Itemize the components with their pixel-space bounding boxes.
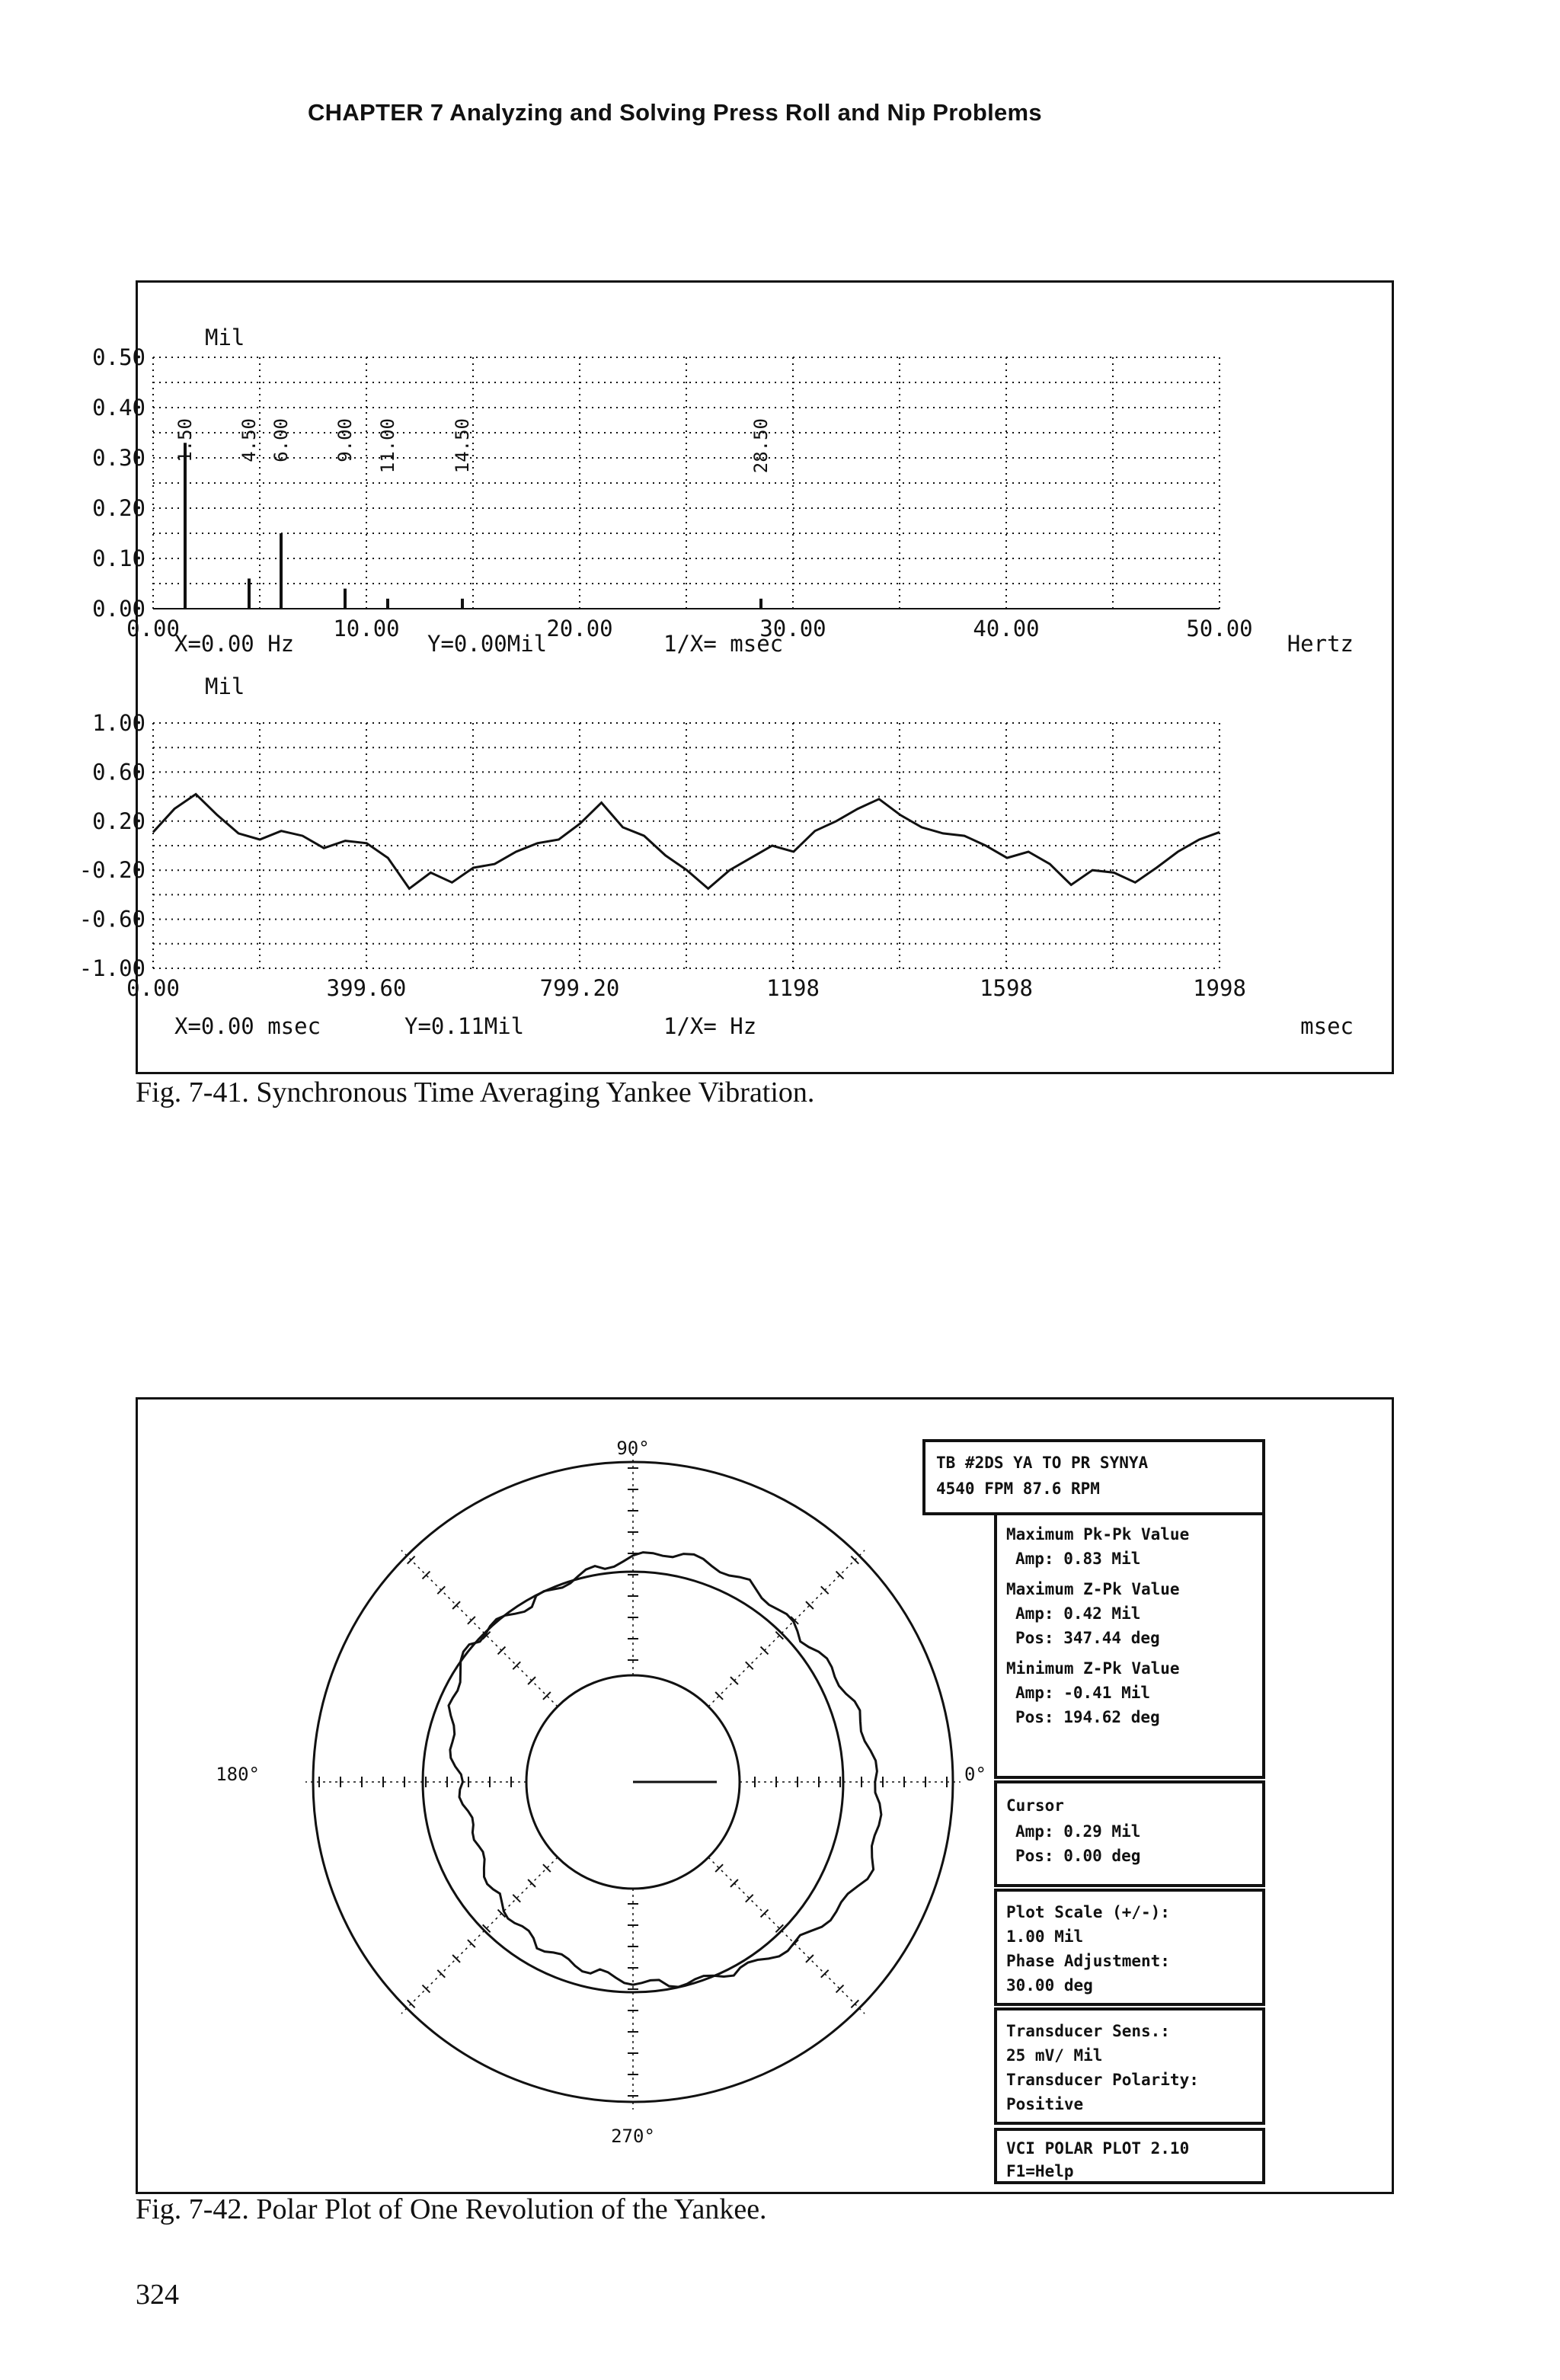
cursor-amp: Amp: 0.29 Mil: [1015, 1822, 1141, 1841]
spectrum-grid: [153, 357, 1220, 609]
spoke-tick: [408, 1556, 415, 1564]
figure-7-41-caption: Fig. 7-41. Synchronous Time Averaging Yankee Vibration.: [136, 1076, 815, 1108]
cursor-pos: Pos: 0.00 deg: [1015, 1847, 1141, 1865]
stats-line: Pos: 194.62 deg: [1015, 1708, 1160, 1726]
help-hint: F1=Help: [1006, 2162, 1074, 2180]
x-tick-label: 1198: [766, 975, 820, 1001]
stats-line: Pos: 347.44 deg: [1015, 1629, 1160, 1647]
peak-label: 11.00: [377, 418, 398, 474]
y-tick-label: 0.20: [92, 808, 145, 834]
stats-line: Maximum Z-Pk Value: [1006, 1580, 1180, 1598]
spoke-tick: [468, 1617, 475, 1624]
waveform-recip: 1/X= Hz: [663, 1013, 757, 1039]
y-tick-label: 0.20: [92, 495, 145, 521]
x-tick-label: 1598: [980, 975, 1033, 1001]
polar-spoke: [401, 1857, 558, 2014]
stats-line: Amp: 0.83 Mil: [1015, 1550, 1141, 1568]
y-tick-label: -1.00: [78, 955, 145, 981]
y-tick-label: 0.60: [92, 759, 145, 785]
polar-spoke: [708, 1550, 865, 1707]
transducer-line: Positive: [1006, 2095, 1084, 2113]
spectrum-cursor-x: X=0.00 Hz: [174, 631, 295, 657]
waveform-y-unit: Mil: [205, 673, 245, 699]
figure-7-41-frame: [78, 280, 1394, 1074]
waveform-x-unit: msec: [1300, 1013, 1354, 1039]
spoke-tick: [408, 2000, 415, 2007]
spoke-tick: [730, 1677, 738, 1684]
angle-label-180: 180°: [216, 1764, 260, 1785]
stats-line: Amp: -0.41 Mil: [1015, 1684, 1151, 1702]
cursor-title: Cursor: [1006, 1796, 1064, 1815]
waveform-cursor-y: Y=0.11Mil: [404, 1013, 525, 1039]
program-name: VCI POLAR PLOT 2.10: [1006, 2139, 1190, 2158]
x-tick-label: 0.00: [126, 616, 180, 641]
transducer-line: 25 mV/ Mil: [1006, 2046, 1103, 2065]
spectrum-y-unit: Mil: [205, 325, 245, 350]
x-tick-label: 10.00: [333, 616, 400, 641]
spectrum-recip: 1/X= msec: [663, 631, 784, 657]
spoke-tick: [851, 2000, 858, 2007]
spoke-tick: [498, 1647, 506, 1655]
spoke-tick: [851, 1556, 858, 1564]
peak-label: 1.50: [174, 418, 196, 462]
title-line-1: TB #2DS YA TO PR SYNYA: [936, 1454, 1149, 1472]
spectrum-peaks: [174, 418, 772, 609]
transducer-line: Transducer Polarity:: [1006, 2071, 1199, 2089]
title-box: [924, 1441, 1264, 1514]
spoke-tick: [528, 1879, 535, 1887]
x-tick-label: 50.00: [1186, 616, 1253, 641]
stats-line: Maximum Pk-Pk Value: [1006, 1525, 1190, 1543]
running-head: CHAPTER 7 Analyzing and Solving Press Roll and Nip Problems: [308, 99, 1042, 126]
peak-label: 9.00: [334, 418, 356, 462]
peak-label: 28.50: [750, 418, 772, 474]
page-number: 324: [136, 2279, 179, 2311]
y-tick-label: 0.30: [92, 445, 145, 471]
stats-line: Minimum Z-Pk Value: [1006, 1659, 1180, 1678]
scale-line: 1.00 Mil: [1006, 1927, 1084, 1946]
spoke-tick: [730, 1879, 738, 1887]
figure-7-41-svg: [78, 283, 1392, 1072]
waveform-grid: [153, 723, 1220, 968]
waveform-labels: [79, 710, 1246, 1001]
y-tick-label: 0.50: [92, 344, 145, 370]
angle-label-270: 270°: [611, 2126, 655, 2147]
spoke-tick: [437, 1586, 445, 1594]
spoke-tick: [437, 1970, 445, 1978]
y-tick-label: 0.40: [92, 395, 145, 421]
figure-7-42-frame: [136, 1397, 1394, 2194]
x-tick-label: 1998: [1193, 975, 1246, 1001]
title-line-2: 4540 FPM 87.6 RPM: [936, 1480, 1100, 1498]
y-tick-label: -0.20: [78, 857, 145, 884]
x-tick-label: 399.60: [326, 975, 407, 1001]
angle-label-90: 90°: [616, 1438, 650, 1459]
x-tick-label: 799.20: [539, 975, 620, 1001]
y-tick-label: 0.00: [92, 596, 145, 622]
peak-label: 6.00: [270, 418, 292, 462]
spectrum-cursor-y: Y=0.00Mil: [427, 631, 548, 657]
x-tick-label: 0.00: [126, 975, 180, 1001]
scale-line: Plot Scale (+/-):: [1006, 1903, 1170, 1921]
spoke-tick: [761, 1647, 769, 1655]
y-tick-label: -0.60: [78, 906, 145, 932]
figure-7-42-caption: Fig. 7-42. Polar Plot of One Revolution of the Yankee.: [136, 2193, 767, 2225]
spoke-tick: [821, 1586, 829, 1594]
polar-trace: [449, 1553, 881, 1987]
scale-line: 30.00 deg: [1006, 1976, 1093, 1995]
spoke-tick: [528, 1677, 535, 1684]
spectrum-x-unit: Hertz: [1287, 631, 1354, 657]
stats-line: Amp: 0.42 Mil: [1015, 1604, 1141, 1623]
spoke-tick: [761, 1910, 769, 1918]
y-tick-label: 0.10: [92, 545, 145, 571]
y-tick-label: 1.00: [92, 710, 145, 736]
stats-lines: [1006, 1525, 1189, 1726]
spectrum-labels: [92, 344, 1253, 641]
x-tick-label: 40.00: [973, 616, 1040, 641]
peak-label: 14.50: [452, 418, 473, 474]
peak-label: 4.50: [238, 418, 260, 462]
polar-grid: [305, 1454, 961, 2110]
scale-line: Phase Adjustment:: [1006, 1952, 1170, 1970]
angle-label-0: 0°: [964, 1764, 986, 1785]
polar-spoke: [401, 1550, 558, 1707]
figure-7-42-svg: [138, 1400, 1392, 2192]
x-tick-label: 20.00: [546, 616, 613, 641]
transducer-line: Transducer Sens.:: [1006, 2022, 1170, 2040]
spoke-tick: [821, 1970, 829, 1978]
x-tick-label: 30.00: [759, 616, 826, 641]
polar-spoke: [708, 1857, 865, 2014]
waveform-cursor-x: X=0.00 msec: [174, 1013, 321, 1039]
spoke-tick: [468, 1940, 475, 1947]
